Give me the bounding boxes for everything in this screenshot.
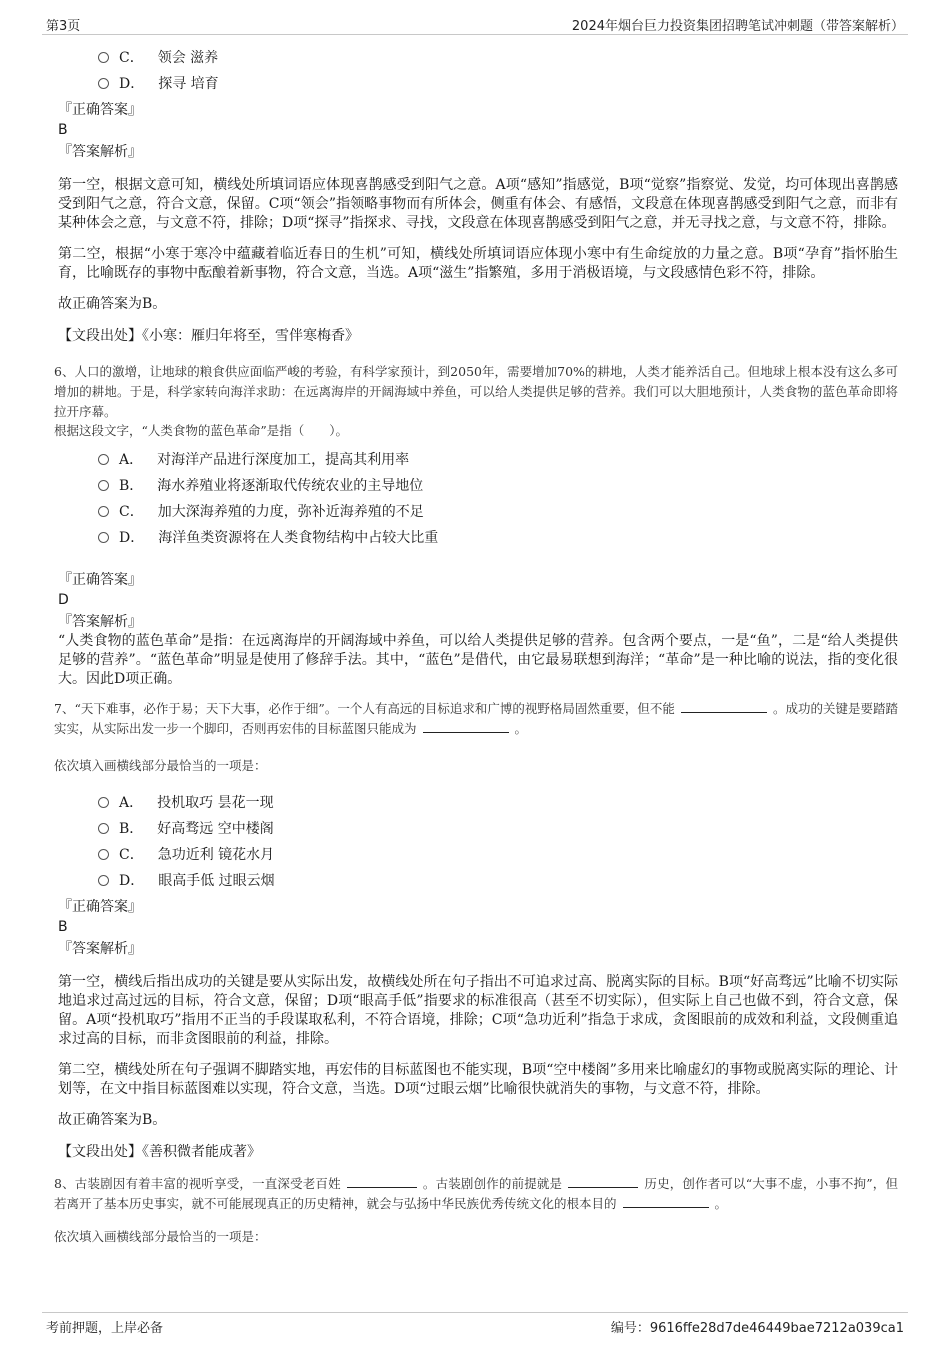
q7-option-a[interactable] bbox=[98, 789, 898, 815]
q8-text-4: 。 bbox=[714, 1196, 728, 1211]
option-letter: A． bbox=[119, 452, 144, 468]
option-letter: C． bbox=[119, 50, 144, 66]
option-text: 海水养殖业将逐渐取代传统农业的主导地位 bbox=[157, 478, 424, 494]
q7-options bbox=[58, 789, 898, 893]
q5-analysis-1: 第一空，根据文意可知，横线处所填词语应体现喜鹊感受到阳气之意。A项“感知”指感觉，B项“觉察”指察觉、发觉，均可体现出喜鹊感受到阳气之意，符合文意，保留。C项“领会”指领略事物而有所体会，侧重有体会、有感悟，文段意在体现喜鹊感受到阳气之意，而非有某种体会之意，与文意不符，排除；D项“探寻”指探求、寻找，文段意在体现喜鹊感受到阳气之意，并无寻找之意，与文意不符，排除。 bbox=[58, 177, 898, 231]
q6-option-a[interactable] bbox=[98, 446, 898, 472]
q5-answer: B bbox=[58, 122, 68, 138]
radio-icon[interactable] bbox=[98, 797, 109, 808]
option-letter: A． bbox=[119, 795, 144, 811]
radio-icon[interactable] bbox=[98, 52, 109, 63]
option-text: 海洋鱼类资源将在人类食物结构中占较大比重 bbox=[158, 530, 439, 546]
radio-icon[interactable] bbox=[98, 78, 109, 89]
radio-icon[interactable] bbox=[98, 823, 109, 834]
radio-icon[interactable] bbox=[98, 506, 109, 517]
option-letter: D． bbox=[119, 530, 145, 546]
answer-blank bbox=[423, 720, 509, 733]
option-letter: D． bbox=[119, 76, 145, 92]
option-text: 急功近利 镜花水月 bbox=[157, 847, 275, 863]
q7-option-c[interactable] bbox=[98, 841, 898, 867]
q5-option-d[interactable] bbox=[98, 70, 898, 96]
q6-prompt: 根据这段文字，“人类食物的蓝色革命”是指（ ）。 bbox=[54, 423, 349, 438]
q7-question bbox=[54, 699, 898, 739]
page-footer bbox=[42, 1312, 908, 1337]
analysis-label: 『答案解析』 bbox=[58, 144, 142, 160]
q6-options bbox=[58, 446, 898, 550]
q7-option-b[interactable] bbox=[98, 815, 898, 841]
q8-text-2: 。古装剧创作的前提就是 bbox=[422, 1176, 563, 1191]
page-header bbox=[42, 12, 908, 35]
analysis-label: 『答案解析』 bbox=[58, 614, 142, 630]
radio-icon[interactable] bbox=[98, 849, 109, 860]
q7-text-1: 7、“天下难事，必作于易；天下大事，必作于细”。一个人有高远的目标追求和广博的视野格局固然重要，但不能 bbox=[54, 701, 675, 716]
q7-option-d[interactable] bbox=[98, 867, 898, 893]
q5-source: 【文段出处】《小寒：雁归年将至，雪伴寒梅香》 bbox=[58, 328, 359, 344]
q7-conclusion: 故正确答案为B。 bbox=[58, 1112, 167, 1128]
q7-answer: B bbox=[58, 919, 68, 935]
q8-text-1: 8、古装剧因有着丰富的视听享受，一直深受老百姓 bbox=[54, 1176, 341, 1191]
q6-option-d[interactable] bbox=[98, 524, 898, 550]
q8-text-3: 历史，创作者可以“大事不虚，小事不拘”，但若离开了基本历史事实，就不可能展现真正的历史精神，就会与弘扬中华民族优秀传统文化的根本目的 bbox=[54, 1176, 898, 1211]
correct-answer-label: 『正确答案』 bbox=[58, 102, 142, 118]
footer-slogan: 考前押题，上岸必备 bbox=[46, 1321, 164, 1336]
correct-answer-label: 『正确答案』 bbox=[58, 899, 142, 915]
q6-option-b[interactable] bbox=[98, 472, 898, 498]
q5-conclusion: 故正确答案为B。 bbox=[58, 296, 167, 312]
q8-question bbox=[54, 1174, 898, 1214]
q6-option-c[interactable] bbox=[98, 498, 898, 524]
correct-answer-label: 『正确答案』 bbox=[58, 572, 142, 588]
option-letter: B． bbox=[119, 478, 144, 494]
answer-blank bbox=[623, 1195, 709, 1208]
q7-analysis-2: 第二空，横线处所在句子强调不脚踏实地，再宏伟的目标蓝图也不能实现，B项“空中楼阁”多用来比喻虚幻的事物或脱离实际的理论、计划等，在文中指目标蓝图难以实现，符合文意，当选。D项“过眼云烟”比喻很快就消失的事物，与文意不符，排除。 bbox=[58, 1062, 898, 1097]
q6-answer: D bbox=[58, 592, 69, 608]
answer-blank bbox=[347, 1175, 417, 1188]
q5-options bbox=[58, 44, 898, 96]
document-body bbox=[54, 44, 898, 1246]
radio-icon[interactable] bbox=[98, 875, 109, 886]
q7-prompt: 依次填入画横线部分最恰当的一项是： bbox=[54, 758, 267, 773]
radio-icon[interactable] bbox=[98, 532, 109, 543]
option-letter: C． bbox=[119, 504, 144, 520]
option-letter: D． bbox=[119, 873, 145, 889]
q7-text-3: 。 bbox=[514, 721, 528, 736]
answer-blank bbox=[568, 1175, 638, 1188]
option-text: 投机取巧 昙花一现 bbox=[157, 795, 274, 811]
q6-analysis: “人类食物的蓝色革命”是指：在远离海岸的开阔海域中养鱼，可以给人类提供足够的营养。包含两个要点，一是“鱼”，二是“给人类提供足够的营养”。“蓝色革命”明显是使用了修辞手法。其中，“蓝色”是借代，由它最易联想到海洋；“革命”是一种比喻的说法，指的变化很大。因此D项正确。 bbox=[58, 633, 898, 687]
document-title: 2024年烟台巨力投资集团招聘笔试冲刺题（带答案解析） bbox=[571, 19, 904, 34]
answer-blank bbox=[681, 700, 767, 713]
q8-prompt: 依次填入画横线部分最恰当的一项是： bbox=[54, 1229, 267, 1244]
analysis-label: 『答案解析』 bbox=[58, 941, 142, 957]
q7-text-2: 。成功的关键是要踏踏实实，从实际出发一步一个脚印，否则再宏伟的目标蓝图只能成为 bbox=[54, 701, 898, 736]
q5-analysis-2: 第二空，根据“小寒于寒冷中蕴藏着临近春日的生机”可知，横线处所填词语应体现小寒中有生命绽放的力量之意。B项“孕育”指怀胎生育，比喻既存的事物中酝酿着新事物，符合文意，当选。A项“滋生”指繁殖，多用于消极语境，与文段感情色彩不符，排除。 bbox=[58, 246, 898, 281]
option-text: 加大深海养殖的力度，弥补近海养殖的不足 bbox=[157, 504, 424, 520]
option-text: 探寻 培育 bbox=[158, 76, 219, 92]
option-letter: C． bbox=[119, 847, 144, 863]
q5-option-c[interactable] bbox=[98, 44, 898, 70]
radio-icon[interactable] bbox=[98, 480, 109, 491]
option-letter: B． bbox=[119, 821, 144, 837]
radio-icon[interactable] bbox=[98, 454, 109, 465]
option-text: 领会 滋养 bbox=[157, 50, 219, 66]
document-id: 编号：9616ffe28d7de46449bae7212a039ca1 bbox=[610, 1321, 904, 1336]
q7-analysis-1: 第一空，横线后指出成功的关键是要从实际出发，故横线处所在句子指出不可追求过高、脱离实际的目标。B项“好高骛远”比喻不切实际地追求过高过远的目标，符合文意，保留；D项“眼高手低”指要求的标准很高（甚至不切实际），但实际上自己也做不到，符合文意，保留。A项“投机取巧”指用不正当的手段谋取私利，不符合语境，排除；C项“急功近利”指急于求成，贪图眼前的成效和利益，文段侧重追求过高的目标，而非贪图眼前的利益，排除。 bbox=[58, 974, 898, 1047]
option-text: 好高骛远 空中楼阁 bbox=[157, 821, 274, 837]
option-text: 眼高手低 过眼云烟 bbox=[158, 873, 275, 889]
page-number: 第3页 bbox=[46, 19, 81, 34]
option-text: 对海洋产品进行深度加工，提高其利用率 bbox=[157, 452, 410, 468]
q6-question: 6、人口的激增，让地球的粮食供应面临严峻的考验，有科学家预计，到2050年，需要增加70%的耕地，人类才能养活自己。但地球上根本没有这么多可增加的耕地。于是，科学家转向海洋求助：在远离海岸的开阔海域中养鱼，可以给人类提供足够的营养。我们可以大胆地预计，人类食物的蓝色革命即将拉开序幕。 bbox=[54, 364, 898, 419]
q7-source: 【文段出处】《善积微者能成著》 bbox=[58, 1144, 261, 1160]
